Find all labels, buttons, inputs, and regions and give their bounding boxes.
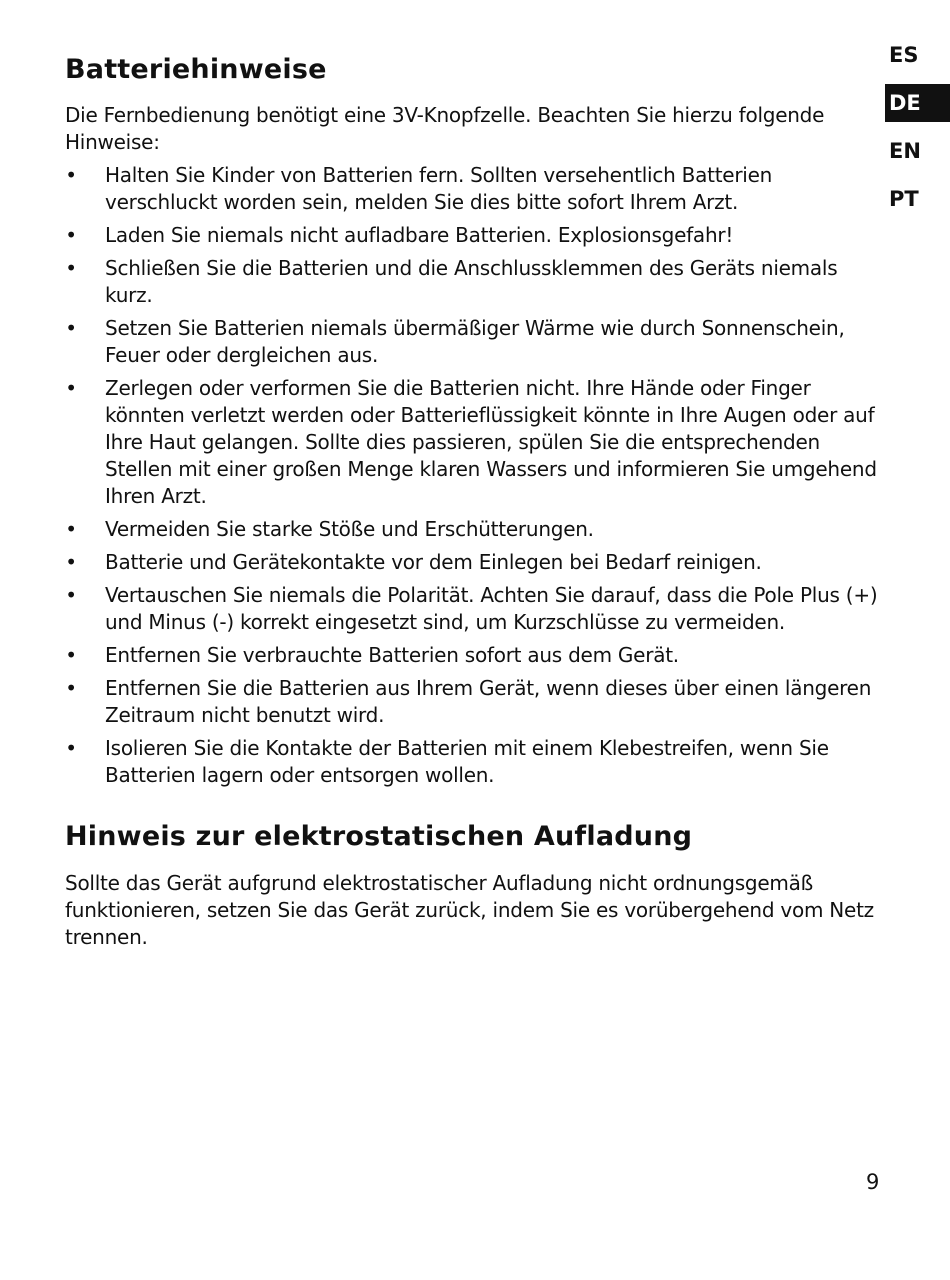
list-item-text: Isolieren Sie die Kontakte der Batterien mit einem Klebestreifen, wenn Sie Batterien lagern oder entsorgen wollen. <box>105 736 829 787</box>
electrostatic-heading: Hinweis zur elektrostatischen Aufladung <box>65 821 693 852</box>
page-number: 9 <box>866 1170 880 1194</box>
bullet-icon: • <box>65 163 77 187</box>
electrostatic-text: Sollte das Gerät aufgrund elektrostatischer Aufladung nicht ordnungsgemäß funktionieren, setzen Sie das Gerät zurück, indem Sie es vorübergehend vom Netz trennen. <box>65 871 874 949</box>
list-item-text: Schließen Sie die Batterien und die Anschlussklemmen des Geräts niemals kurz. <box>105 256 838 307</box>
list-item <box>65 549 885 576</box>
battery-section <box>65 50 885 789</box>
bullet-icon: • <box>65 256 77 280</box>
list-item <box>65 162 885 216</box>
list-item-text: Halten Sie Kinder von Batterien fern. Sollten versehentlich Batterien verschluckt worden sein, melden Sie dies bitte sofort Ihrem Arzt. <box>105 163 773 214</box>
list-item <box>65 315 885 369</box>
list-item-text: Zerlegen oder verformen Sie die Batterien nicht. Ihre Hände oder Finger könnten verletzt werden oder Batterieflüssigkeit könnte in Ihre Augen oder auf Ihre Haut gelangen. Sollte dies passieren, spülen Sie die entsprechenden Stellen mit einer großen Menge klaren Wassers und informieren Sie umgehend Ihren Arzt. <box>105 376 877 508</box>
language-tab-de[interactable]: DE <box>885 84 950 122</box>
language-tabs <box>885 36 950 228</box>
list-item <box>65 222 885 249</box>
list-item-text: Vertauschen Sie niemals die Polarität. Achten Sie darauf, dass die Pole Plus (+) und Minus (-) korrekt eingesetzt sind, um Kurzschlüsse zu vermeiden. <box>105 583 878 634</box>
battery-heading: Batteriehinweise <box>65 54 327 85</box>
list-item <box>65 675 885 729</box>
list-item <box>65 375 885 510</box>
bullet-icon: • <box>65 583 77 607</box>
list-item-text: Laden Sie niemals nicht aufladbare Batterien. Explosionsgefahr! <box>105 223 734 247</box>
bullet-icon: • <box>65 550 77 574</box>
language-tab-pt[interactable]: PT <box>889 187 919 211</box>
list-item <box>65 642 885 669</box>
list-item-text: Entfernen Sie die Batterien aus Ihrem Gerät, wenn dieses über einen längeren Zeitraum nicht benutzt wird. <box>105 676 872 727</box>
list-item-text: Entfernen Sie verbrauchte Batterien sofort aus dem Gerät. <box>105 643 679 667</box>
list-item <box>65 735 885 789</box>
list-item <box>65 516 885 543</box>
electrostatic-section <box>65 817 885 951</box>
list-item <box>65 255 885 309</box>
list-item <box>65 582 885 636</box>
bullet-icon: • <box>65 517 77 541</box>
bullet-icon: • <box>65 676 77 700</box>
battery-bullet-list <box>65 162 885 789</box>
battery-intro: Die Fernbedienung benötigt eine 3V-Knopfzelle. Beachten Sie hierzu folgende Hinweise: <box>65 103 825 154</box>
language-tab-en[interactable]: EN <box>889 139 921 163</box>
bullet-icon: • <box>65 316 77 340</box>
page-content <box>65 50 885 951</box>
list-item-text: Vermeiden Sie starke Stöße und Erschütterungen. <box>105 517 594 541</box>
bullet-icon: • <box>65 643 77 667</box>
list-item-text: Setzen Sie Batterien niemals übermäßiger Wärme wie durch Sonnenschein, Feuer oder dergleichen aus. <box>105 316 845 367</box>
bullet-icon: • <box>65 223 77 247</box>
bullet-icon: • <box>65 736 77 760</box>
language-tab-es[interactable]: ES <box>889 43 919 67</box>
bullet-icon: • <box>65 376 77 400</box>
list-item-text: Batterie und Gerätekontakte vor dem Einlegen bei Bedarf reinigen. <box>105 550 762 574</box>
